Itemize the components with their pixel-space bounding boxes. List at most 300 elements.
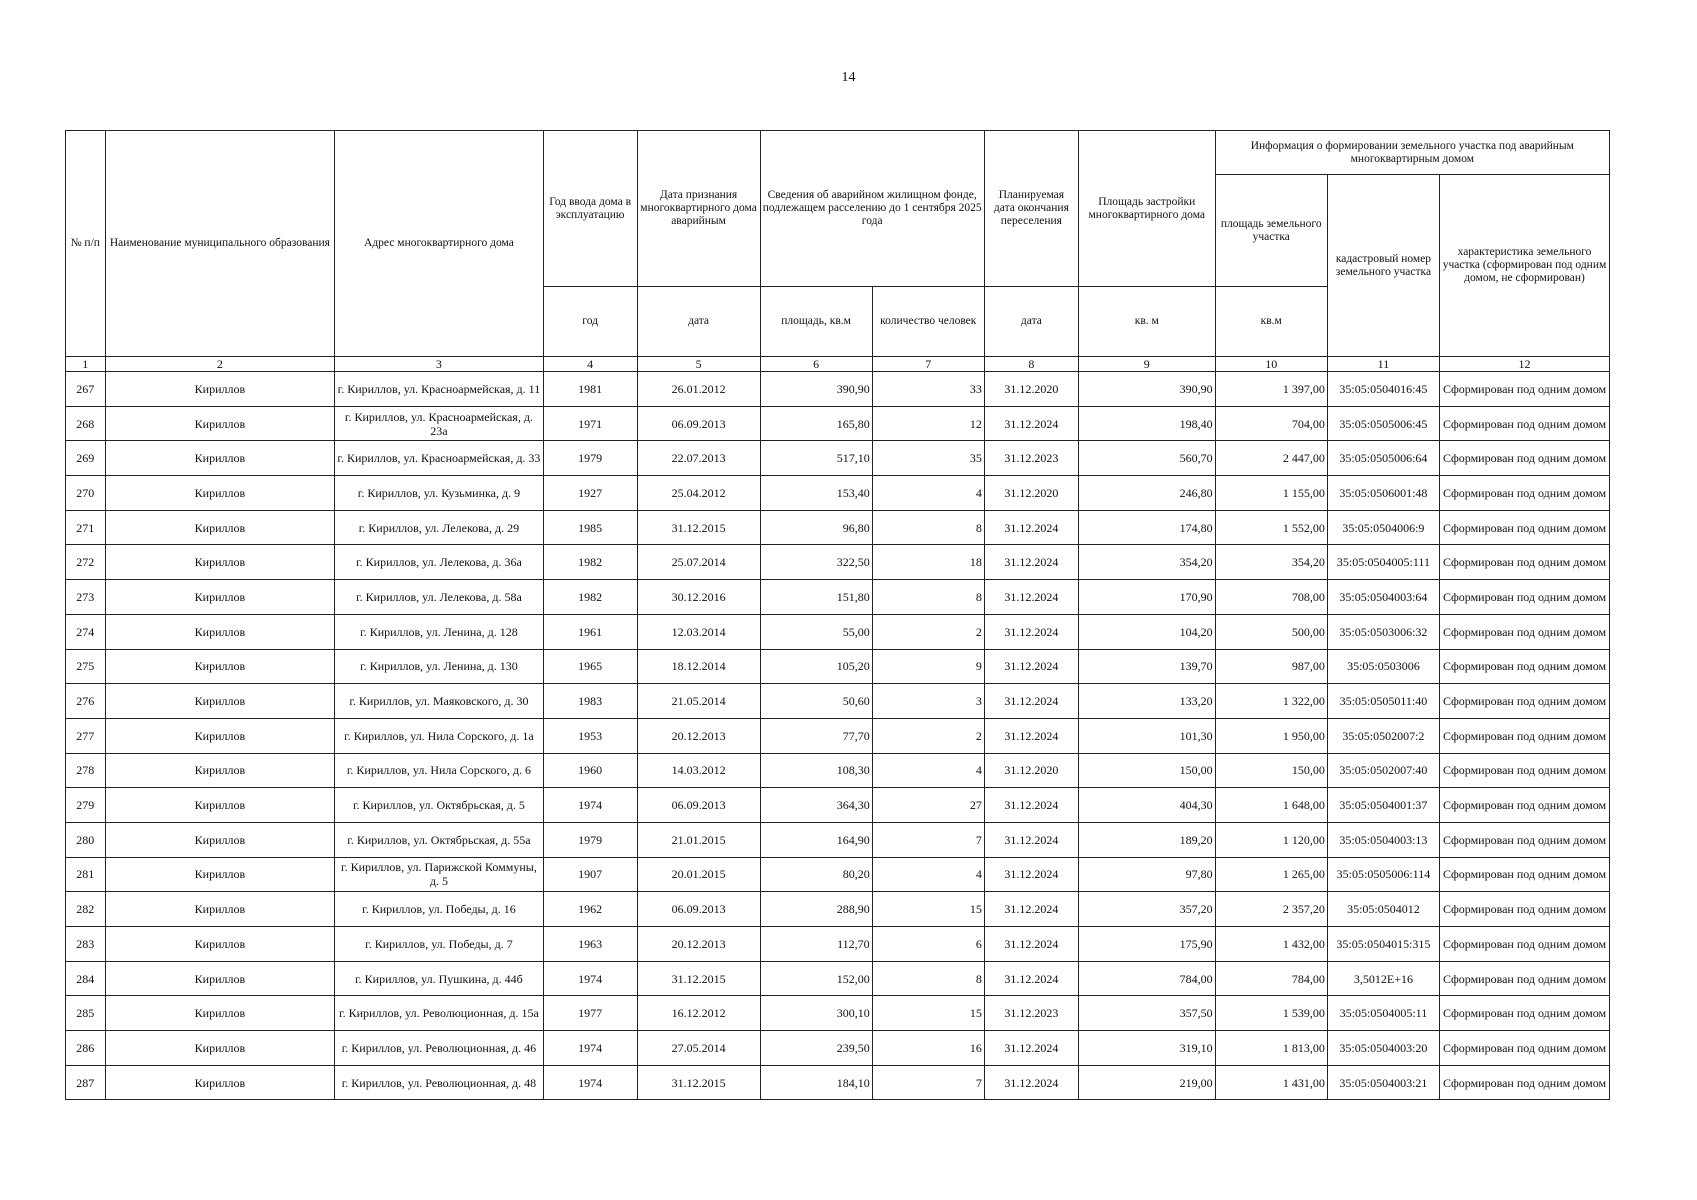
unit-planned-date: дата bbox=[984, 287, 1078, 357]
address-cell: г. Кириллов, ул. Пушкина, д. 44б bbox=[335, 961, 543, 996]
address-cell: г. Кириллов, ул. Маяковского, д. 30 bbox=[335, 684, 543, 719]
built-area-cell: 246,80 bbox=[1078, 476, 1215, 511]
column-number: 9 bbox=[1078, 357, 1215, 372]
year-cell: 1977 bbox=[543, 996, 637, 1031]
characteristic-cell: Сформирован под одним домом bbox=[1440, 753, 1610, 788]
row-number: 273 bbox=[66, 580, 106, 615]
people-cell: 12 bbox=[872, 406, 984, 441]
address-cell: г. Кириллов, ул. Революционная, д. 48 bbox=[335, 1065, 543, 1100]
characteristic-cell: Сформирован под одним домом bbox=[1440, 961, 1610, 996]
land-area-cell: 1 322,00 bbox=[1215, 684, 1327, 719]
municipality-cell: Кириллов bbox=[105, 1065, 335, 1100]
row-number: 287 bbox=[66, 1065, 106, 1100]
address-cell: г. Кириллов, ул. Революционная, д. 15а bbox=[335, 996, 543, 1031]
land-area-cell: 2 357,20 bbox=[1215, 892, 1327, 927]
table-body bbox=[66, 372, 1610, 1100]
page-number: 14 bbox=[841, 70, 856, 85]
cadastral-cell: 35:05:0503006:32 bbox=[1327, 614, 1439, 649]
header-cadastral: кадастровый номер земельного участка bbox=[1327, 175, 1439, 357]
planned-date-cell: 31.12.2024 bbox=[984, 406, 1078, 441]
cadastral-cell: 35:05:0504005:11 bbox=[1327, 996, 1439, 1031]
municipality-cell: Кириллов bbox=[105, 614, 335, 649]
recognition-date-cell: 31.12.2015 bbox=[637, 510, 760, 545]
column-number: 4 bbox=[543, 357, 637, 372]
people-cell: 15 bbox=[872, 892, 984, 927]
characteristic-cell: Сформирован под одним домом bbox=[1440, 580, 1610, 615]
planned-date-cell: 31.12.2024 bbox=[984, 510, 1078, 545]
row-number: 269 bbox=[66, 441, 106, 476]
built-area-cell: 170,90 bbox=[1078, 580, 1215, 615]
table-row bbox=[66, 892, 1610, 927]
recognition-date-cell: 27.05.2014 bbox=[637, 1031, 760, 1066]
table-row bbox=[66, 961, 1610, 996]
table-row bbox=[66, 718, 1610, 753]
recognition-date-cell: 06.09.2013 bbox=[637, 788, 760, 823]
cadastral-cell: 35:05:0504001:37 bbox=[1327, 788, 1439, 823]
recognition-date-cell: 22.07.2013 bbox=[637, 441, 760, 476]
address-cell: г. Кириллов, ул. Революционная, д. 46 bbox=[335, 1031, 543, 1066]
people-cell: 27 bbox=[872, 788, 984, 823]
built-area-cell: 390,90 bbox=[1078, 372, 1215, 407]
cadastral-cell: 35:05:0504012 bbox=[1327, 892, 1439, 927]
recognition-date-cell: 14.03.2012 bbox=[637, 753, 760, 788]
header-housing-info: Сведения об аварийном жилищном фонде, подлежащем расселению до 1 сентября 2025 года bbox=[760, 131, 984, 287]
recognition-date-cell: 06.09.2013 bbox=[637, 406, 760, 441]
land-area-cell: 150,00 bbox=[1215, 753, 1327, 788]
header-built-area: Площадь застройки многоквартирного дома bbox=[1078, 131, 1215, 287]
column-number: 5 bbox=[637, 357, 760, 372]
address-cell: г. Кириллов, ул. Нила Сорского, д. 6 bbox=[335, 753, 543, 788]
table-header bbox=[66, 131, 1610, 372]
area-cell: 184,10 bbox=[760, 1065, 872, 1100]
unit-date: дата bbox=[637, 287, 760, 357]
characteristic-cell: Сформирован под одним домом bbox=[1440, 857, 1610, 892]
area-cell: 288,90 bbox=[760, 892, 872, 927]
municipality-cell: Кириллов bbox=[105, 649, 335, 684]
table-row bbox=[66, 822, 1610, 857]
address-cell: г. Кириллов, ул. Победы, д. 7 bbox=[335, 927, 543, 962]
people-cell: 33 bbox=[872, 372, 984, 407]
cadastral-cell: 35:05:0505006:114 bbox=[1327, 857, 1439, 892]
cadastral-cell: 35:05:0505011:40 bbox=[1327, 684, 1439, 719]
built-area-cell: 404,30 bbox=[1078, 788, 1215, 823]
people-cell: 7 bbox=[872, 1065, 984, 1100]
year-cell: 1985 bbox=[543, 510, 637, 545]
built-area-cell: 150,00 bbox=[1078, 753, 1215, 788]
municipality-cell: Кириллов bbox=[105, 476, 335, 511]
table-row bbox=[66, 649, 1610, 684]
municipality-cell: Кириллов bbox=[105, 927, 335, 962]
people-cell: 9 bbox=[872, 649, 984, 684]
people-cell: 2 bbox=[872, 718, 984, 753]
column-number: 7 bbox=[872, 357, 984, 372]
row-number: 279 bbox=[66, 788, 106, 823]
area-cell: 165,80 bbox=[760, 406, 872, 441]
planned-date-cell: 31.12.2024 bbox=[984, 718, 1078, 753]
address-cell: г. Кириллов, ул. Нила Сорского, д. 1а bbox=[335, 718, 543, 753]
table-row bbox=[66, 406, 1610, 441]
people-cell: 8 bbox=[872, 580, 984, 615]
year-cell: 1974 bbox=[543, 1031, 637, 1066]
people-cell: 18 bbox=[872, 545, 984, 580]
land-area-cell: 1 120,00 bbox=[1215, 822, 1327, 857]
address-cell: г. Кириллов, ул. Октябрьская, д. 55а bbox=[335, 822, 543, 857]
column-number: 2 bbox=[105, 357, 335, 372]
planned-date-cell: 31.12.2024 bbox=[984, 649, 1078, 684]
land-area-cell: 708,00 bbox=[1215, 580, 1327, 615]
area-cell: 112,70 bbox=[760, 927, 872, 962]
year-cell: 1965 bbox=[543, 649, 637, 684]
characteristic-cell: Сформирован под одним домом bbox=[1440, 684, 1610, 719]
land-area-cell: 704,00 bbox=[1215, 406, 1327, 441]
row-number: 282 bbox=[66, 892, 106, 927]
characteristic-cell: Сформирован под одним домом bbox=[1440, 406, 1610, 441]
municipality-cell: Кириллов bbox=[105, 1031, 335, 1066]
year-cell: 1907 bbox=[543, 857, 637, 892]
characteristic-cell: Сформирован под одним домом bbox=[1440, 441, 1610, 476]
area-cell: 364,30 bbox=[760, 788, 872, 823]
land-area-cell: 2 447,00 bbox=[1215, 441, 1327, 476]
column-number: 1 bbox=[66, 357, 106, 372]
area-cell: 80,20 bbox=[760, 857, 872, 892]
characteristic-cell: Сформирован под одним домом bbox=[1440, 1031, 1610, 1066]
planned-date-cell: 31.12.2024 bbox=[984, 614, 1078, 649]
land-area-cell: 1 265,00 bbox=[1215, 857, 1327, 892]
characteristic-cell: Сформирован под одним домом bbox=[1440, 649, 1610, 684]
recognition-date-cell: 18.12.2014 bbox=[637, 649, 760, 684]
people-cell: 35 bbox=[872, 441, 984, 476]
land-area-cell: 1 950,00 bbox=[1215, 718, 1327, 753]
table-row bbox=[66, 510, 1610, 545]
table-row bbox=[66, 753, 1610, 788]
year-cell: 1981 bbox=[543, 372, 637, 407]
cadastral-cell: 35:05:0504005:111 bbox=[1327, 545, 1439, 580]
address-cell: г. Кириллов, ул. Лелекова, д. 29 bbox=[335, 510, 543, 545]
header-land-info: Информация о формировании земельного участка под аварийным многоквартирным домом bbox=[1215, 131, 1609, 175]
table-row bbox=[66, 476, 1610, 511]
characteristic-cell: Сформирован под одним домом bbox=[1440, 614, 1610, 649]
people-cell: 4 bbox=[872, 857, 984, 892]
built-area-cell: 198,40 bbox=[1078, 406, 1215, 441]
header-address: Адрес многоквартирного дома bbox=[335, 131, 543, 357]
planned-date-cell: 31.12.2020 bbox=[984, 476, 1078, 511]
table-row bbox=[66, 1031, 1610, 1066]
land-area-cell: 1 397,00 bbox=[1215, 372, 1327, 407]
column-number: 3 bbox=[335, 357, 543, 372]
cadastral-cell: 3,5012E+16 bbox=[1327, 961, 1439, 996]
characteristic-cell: Сформирован под одним домом bbox=[1440, 927, 1610, 962]
area-cell: 322,50 bbox=[760, 545, 872, 580]
cadastral-cell: 35:05:0505006:45 bbox=[1327, 406, 1439, 441]
year-cell: 1974 bbox=[543, 788, 637, 823]
header-recognition-date: Дата признания многоквартирного дома аварийным bbox=[637, 131, 760, 287]
address-cell: г. Кириллов, ул. Победы, д. 16 bbox=[335, 892, 543, 927]
column-number: 8 bbox=[984, 357, 1078, 372]
municipality-cell: Кириллов bbox=[105, 372, 335, 407]
characteristic-cell: Сформирован под одним домом bbox=[1440, 510, 1610, 545]
column-number: 11 bbox=[1327, 357, 1439, 372]
table-row bbox=[66, 1065, 1610, 1100]
people-cell: 3 bbox=[872, 684, 984, 719]
year-cell: 1962 bbox=[543, 892, 637, 927]
table-row bbox=[66, 684, 1610, 719]
row-number: 274 bbox=[66, 614, 106, 649]
built-area-cell: 219,00 bbox=[1078, 1065, 1215, 1100]
table-row bbox=[66, 614, 1610, 649]
municipality-cell: Кириллов bbox=[105, 718, 335, 753]
recognition-date-cell: 12.03.2014 bbox=[637, 614, 760, 649]
row-number: 278 bbox=[66, 753, 106, 788]
cadastral-cell: 35:05:0504003:64 bbox=[1327, 580, 1439, 615]
cadastral-cell: 35:05:0504015:315 bbox=[1327, 927, 1439, 962]
municipality-cell: Кириллов bbox=[105, 580, 335, 615]
characteristic-cell: Сформирован под одним домом bbox=[1440, 718, 1610, 753]
year-cell: 1927 bbox=[543, 476, 637, 511]
recognition-date-cell: 20.01.2015 bbox=[637, 857, 760, 892]
header-characteristic: характеристика земельного участка (сформирован под одним домом, не сформирован) bbox=[1440, 175, 1610, 357]
cadastral-cell: 35:05:0505006:64 bbox=[1327, 441, 1439, 476]
built-area-cell: 133,20 bbox=[1078, 684, 1215, 719]
planned-date-cell: 31.12.2020 bbox=[984, 753, 1078, 788]
address-cell: г. Кириллов, ул. Кузьминка, д. 9 bbox=[335, 476, 543, 511]
recognition-date-cell: 21.05.2014 bbox=[637, 684, 760, 719]
built-area-cell: 560,70 bbox=[1078, 441, 1215, 476]
recognition-date-cell: 30.12.2016 bbox=[637, 580, 760, 615]
recognition-date-cell: 25.04.2012 bbox=[637, 476, 760, 511]
resettlement-table bbox=[65, 130, 1610, 1100]
cadastral-cell: 35:05:0504003:21 bbox=[1327, 1065, 1439, 1100]
characteristic-cell: Сформирован под одним домом bbox=[1440, 822, 1610, 857]
table-row bbox=[66, 372, 1610, 407]
year-cell: 1963 bbox=[543, 927, 637, 962]
year-cell: 1982 bbox=[543, 580, 637, 615]
municipality-cell: Кириллов bbox=[105, 406, 335, 441]
built-area-cell: 97,80 bbox=[1078, 857, 1215, 892]
header-year: Год ввода дома в эксплуатацию bbox=[543, 131, 637, 287]
municipality-cell: Кириллов bbox=[105, 510, 335, 545]
area-cell: 108,30 bbox=[760, 753, 872, 788]
year-cell: 1982 bbox=[543, 545, 637, 580]
area-cell: 164,90 bbox=[760, 822, 872, 857]
unit-built-area: кв. м bbox=[1078, 287, 1215, 357]
recognition-date-cell: 20.12.2013 bbox=[637, 927, 760, 962]
area-cell: 96,80 bbox=[760, 510, 872, 545]
cadastral-cell: 35:05:0502007:2 bbox=[1327, 718, 1439, 753]
planned-date-cell: 31.12.2024 bbox=[984, 822, 1078, 857]
address-cell: г. Кириллов, ул. Лелекова, д. 36а bbox=[335, 545, 543, 580]
built-area-cell: 357,20 bbox=[1078, 892, 1215, 927]
people-cell: 4 bbox=[872, 753, 984, 788]
cadastral-cell: 35:05:0504016:45 bbox=[1327, 372, 1439, 407]
header-land-area: площадь земельного участка bbox=[1215, 175, 1327, 287]
address-cell: г. Кириллов, ул. Красноармейская, д. 23а bbox=[335, 406, 543, 441]
address-cell: г. Кириллов, ул. Красноармейская, д. 33 bbox=[335, 441, 543, 476]
recognition-date-cell: 31.12.2015 bbox=[637, 961, 760, 996]
municipality-cell: Кириллов bbox=[105, 753, 335, 788]
row-number: 272 bbox=[66, 545, 106, 580]
column-number: 6 bbox=[760, 357, 872, 372]
planned-date-cell: 31.12.2024 bbox=[984, 1065, 1078, 1100]
address-cell: г. Кириллов, ул. Ленина, д. 130 bbox=[335, 649, 543, 684]
people-cell: 15 bbox=[872, 996, 984, 1031]
row-number: 276 bbox=[66, 684, 106, 719]
built-area-cell: 175,90 bbox=[1078, 927, 1215, 962]
row-number: 268 bbox=[66, 406, 106, 441]
row-number: 281 bbox=[66, 857, 106, 892]
built-area-cell: 104,20 bbox=[1078, 614, 1215, 649]
characteristic-cell: Сформирован под одним домом bbox=[1440, 476, 1610, 511]
row-number: 270 bbox=[66, 476, 106, 511]
column-number: 12 bbox=[1440, 357, 1610, 372]
row-number: 284 bbox=[66, 961, 106, 996]
land-area-cell: 1 432,00 bbox=[1215, 927, 1327, 962]
year-cell: 1961 bbox=[543, 614, 637, 649]
table-row bbox=[66, 441, 1610, 476]
area-cell: 151,80 bbox=[760, 580, 872, 615]
cadastral-cell: 35:05:0504003:13 bbox=[1327, 822, 1439, 857]
people-cell: 8 bbox=[872, 510, 984, 545]
planned-date-cell: 31.12.2024 bbox=[984, 788, 1078, 823]
year-cell: 1979 bbox=[543, 441, 637, 476]
table-row bbox=[66, 545, 1610, 580]
column-number-row bbox=[66, 357, 1610, 372]
people-cell: 8 bbox=[872, 961, 984, 996]
row-number: 285 bbox=[66, 996, 106, 1031]
area-cell: 517,10 bbox=[760, 441, 872, 476]
characteristic-cell: Сформирован под одним домом bbox=[1440, 545, 1610, 580]
built-area-cell: 189,20 bbox=[1078, 822, 1215, 857]
row-number: 271 bbox=[66, 510, 106, 545]
municipality-cell: Кириллов bbox=[105, 441, 335, 476]
land-area-cell: 500,00 bbox=[1215, 614, 1327, 649]
planned-date-cell: 31.12.2023 bbox=[984, 441, 1078, 476]
planned-date-cell: 31.12.2023 bbox=[984, 996, 1078, 1031]
area-cell: 152,00 bbox=[760, 961, 872, 996]
row-number: 267 bbox=[66, 372, 106, 407]
land-area-cell: 1 155,00 bbox=[1215, 476, 1327, 511]
area-cell: 55,00 bbox=[760, 614, 872, 649]
land-area-cell: 784,00 bbox=[1215, 961, 1327, 996]
characteristic-cell: Сформирован под одним домом bbox=[1440, 996, 1610, 1031]
people-cell: 4 bbox=[872, 476, 984, 511]
planned-date-cell: 31.12.2020 bbox=[984, 372, 1078, 407]
municipality-cell: Кириллов bbox=[105, 857, 335, 892]
area-cell: 50,60 bbox=[760, 684, 872, 719]
planned-date-cell: 31.12.2024 bbox=[984, 857, 1078, 892]
land-area-cell: 987,00 bbox=[1215, 649, 1327, 684]
area-cell: 300,10 bbox=[760, 996, 872, 1031]
year-cell: 1974 bbox=[543, 1065, 637, 1100]
row-number: 280 bbox=[66, 822, 106, 857]
municipality-cell: Кириллов bbox=[105, 822, 335, 857]
header-municipality: Наименование муниципального образования bbox=[105, 131, 335, 357]
area-cell: 239,50 bbox=[760, 1031, 872, 1066]
address-cell: г. Кириллов, ул. Лелекова, д. 58а bbox=[335, 580, 543, 615]
area-cell: 153,40 bbox=[760, 476, 872, 511]
row-number: 286 bbox=[66, 1031, 106, 1066]
area-cell: 77,70 bbox=[760, 718, 872, 753]
municipality-cell: Кириллов bbox=[105, 892, 335, 927]
cadastral-cell: 35:05:0502007:40 bbox=[1327, 753, 1439, 788]
land-area-cell: 1 813,00 bbox=[1215, 1031, 1327, 1066]
municipality-cell: Кириллов bbox=[105, 961, 335, 996]
recognition-date-cell: 25.07.2014 bbox=[637, 545, 760, 580]
land-area-cell: 354,20 bbox=[1215, 545, 1327, 580]
land-area-cell: 1 552,00 bbox=[1215, 510, 1327, 545]
table-row bbox=[66, 788, 1610, 823]
built-area-cell: 139,70 bbox=[1078, 649, 1215, 684]
planned-date-cell: 31.12.2024 bbox=[984, 927, 1078, 962]
land-area-cell: 1 431,00 bbox=[1215, 1065, 1327, 1100]
unit-people: количество человек bbox=[872, 287, 984, 357]
characteristic-cell: Сформирован под одним домом bbox=[1440, 788, 1610, 823]
table-row bbox=[66, 996, 1610, 1031]
people-cell: 16 bbox=[872, 1031, 984, 1066]
characteristic-cell: Сформирован под одним домом bbox=[1440, 1065, 1610, 1100]
municipality-cell: Кириллов bbox=[105, 788, 335, 823]
unit-year: год bbox=[543, 287, 637, 357]
cadastral-cell: 35:05:0503006 bbox=[1327, 649, 1439, 684]
recognition-date-cell: 21.01.2015 bbox=[637, 822, 760, 857]
year-cell: 1983 bbox=[543, 684, 637, 719]
table-row bbox=[66, 580, 1610, 615]
column-number: 10 bbox=[1215, 357, 1327, 372]
municipality-cell: Кириллов bbox=[105, 996, 335, 1031]
year-cell: 1953 bbox=[543, 718, 637, 753]
built-area-cell: 357,50 bbox=[1078, 996, 1215, 1031]
table-row bbox=[66, 927, 1610, 962]
planned-date-cell: 31.12.2024 bbox=[984, 961, 1078, 996]
planned-date-cell: 31.12.2024 bbox=[984, 545, 1078, 580]
cadastral-cell: 35:05:0504003:20 bbox=[1327, 1031, 1439, 1066]
planned-date-cell: 31.12.2024 bbox=[984, 684, 1078, 719]
recognition-date-cell: 16.12.2012 bbox=[637, 996, 760, 1031]
table-row bbox=[66, 857, 1610, 892]
land-area-cell: 1 539,00 bbox=[1215, 996, 1327, 1031]
recognition-date-cell: 26.01.2012 bbox=[637, 372, 760, 407]
planned-date-cell: 31.12.2024 bbox=[984, 580, 1078, 615]
recognition-date-cell: 06.09.2013 bbox=[637, 892, 760, 927]
address-cell: г. Кириллов, ул. Ленина, д. 128 bbox=[335, 614, 543, 649]
people-cell: 7 bbox=[872, 822, 984, 857]
row-number: 283 bbox=[66, 927, 106, 962]
built-area-cell: 174,80 bbox=[1078, 510, 1215, 545]
address-cell: г. Кириллов, ул. Красноармейская, д. 11 bbox=[335, 372, 543, 407]
built-area-cell: 319,10 bbox=[1078, 1031, 1215, 1066]
year-cell: 1974 bbox=[543, 961, 637, 996]
unit-land-area: кв.м bbox=[1215, 287, 1327, 357]
built-area-cell: 101,30 bbox=[1078, 718, 1215, 753]
cadastral-cell: 35:05:0506001:48 bbox=[1327, 476, 1439, 511]
row-number: 277 bbox=[66, 718, 106, 753]
recognition-date-cell: 31.12.2015 bbox=[637, 1065, 760, 1100]
municipality-cell: Кириллов bbox=[105, 684, 335, 719]
year-cell: 1979 bbox=[543, 822, 637, 857]
built-area-cell: 784,00 bbox=[1078, 961, 1215, 996]
year-cell: 1971 bbox=[543, 406, 637, 441]
people-cell: 6 bbox=[872, 927, 984, 962]
planned-date-cell: 31.12.2024 bbox=[984, 1031, 1078, 1066]
characteristic-cell: Сформирован под одним домом bbox=[1440, 892, 1610, 927]
area-cell: 105,20 bbox=[760, 649, 872, 684]
header-num: № п/п bbox=[66, 131, 106, 357]
year-cell: 1960 bbox=[543, 753, 637, 788]
row-number: 275 bbox=[66, 649, 106, 684]
built-area-cell: 354,20 bbox=[1078, 545, 1215, 580]
people-cell: 2 bbox=[872, 614, 984, 649]
header-planned-date: Планируемая дата окончания переселения bbox=[984, 131, 1078, 287]
characteristic-cell: Сформирован под одним домом bbox=[1440, 372, 1610, 407]
